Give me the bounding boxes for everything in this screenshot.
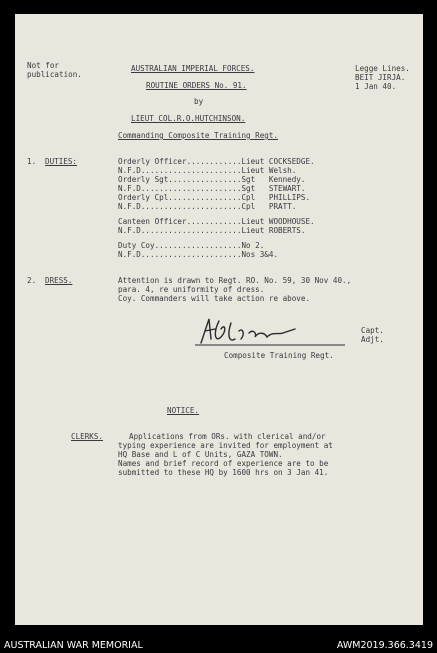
notice-title: NOTICE. xyxy=(167,406,200,415)
dress-line: para. 4, re uniformity of dress. xyxy=(118,285,265,294)
duty-row: N.F.D......................Cpl PRATT. xyxy=(118,202,297,211)
by-label: by xyxy=(194,97,204,106)
duty-row: N.F.D......................Nos 3&4. xyxy=(118,250,279,259)
command-line: Commanding Composite Training Regt. xyxy=(118,131,279,140)
notice-line: submitted to these HQ by 1600 hrs on 3 Jan 41. xyxy=(118,468,329,477)
place-line-1: Legge Lines. xyxy=(355,64,410,73)
place-line-2: BEIT JIRJA. xyxy=(355,73,406,82)
duty-row: N.F.D......................Sgt STEWART. xyxy=(118,184,306,193)
notice-line: Names and brief record of experience are to be xyxy=(118,459,329,468)
document-title: AUSTRALIAN IMPERIAL FORCES. xyxy=(131,64,255,73)
archive-name: AUSTRALIAN WAR MEMORIAL xyxy=(4,640,143,651)
notice-line: Applications from ORs. with clerical and/or xyxy=(129,432,326,441)
handwritten-signature xyxy=(195,313,355,349)
signature-rank-1: Capt. xyxy=(361,326,384,335)
section-number-duties: 1. xyxy=(27,157,37,166)
dress-line: Attention is drawn to Regt. RO. No. 59, 30 Nov 40., xyxy=(118,276,352,285)
clerks-heading: CLERKS. xyxy=(71,432,104,441)
publication-label: publication. xyxy=(27,70,82,79)
archive-reference: AWM2019.366.3419 xyxy=(336,640,433,651)
notice-line: typing experience are invited for employment at xyxy=(118,441,333,450)
duty-row: Orderly Sgt................Sgt Kennedy. xyxy=(118,175,306,184)
signature-unit: Composite Training Regt. xyxy=(224,351,334,360)
issuing-officer: LIEUT COL.R.O.HUTCHINSON. xyxy=(131,114,246,123)
signature-rank-2: Adjt. xyxy=(361,335,384,344)
not-for-label: Not for xyxy=(27,61,60,70)
notice-line: HQ Base and L of C Units, GAZA TOWN. xyxy=(118,450,283,459)
duty-row: Orderly Cpl................Cpl PHILLIPS. xyxy=(118,193,311,202)
archive-footer-bar xyxy=(0,636,437,653)
routine-orders-number: ROUTINE ORDERS No. 91. xyxy=(146,81,247,90)
duty-row: N.F.D......................Lieut Welsh. xyxy=(118,166,297,175)
duty-row: Orderly Officer............Lieut COCKSEDGE. xyxy=(118,157,315,166)
duty-row: Canteen Officer............Lieut WOODHOUSE. xyxy=(118,217,315,226)
duty-row: N.F.D......................Lieut ROBERTS. xyxy=(118,226,306,235)
order-date: 1 Jan 40. xyxy=(355,82,397,91)
dress-heading: DRESS. xyxy=(45,276,73,285)
duty-row: Duty Coy...................No 2. xyxy=(118,241,265,250)
duties-heading: DUTIES: xyxy=(45,157,78,166)
section-number-dress: 2. xyxy=(27,276,37,285)
dress-line: Coy. Commanders will take action re above. xyxy=(118,294,311,303)
